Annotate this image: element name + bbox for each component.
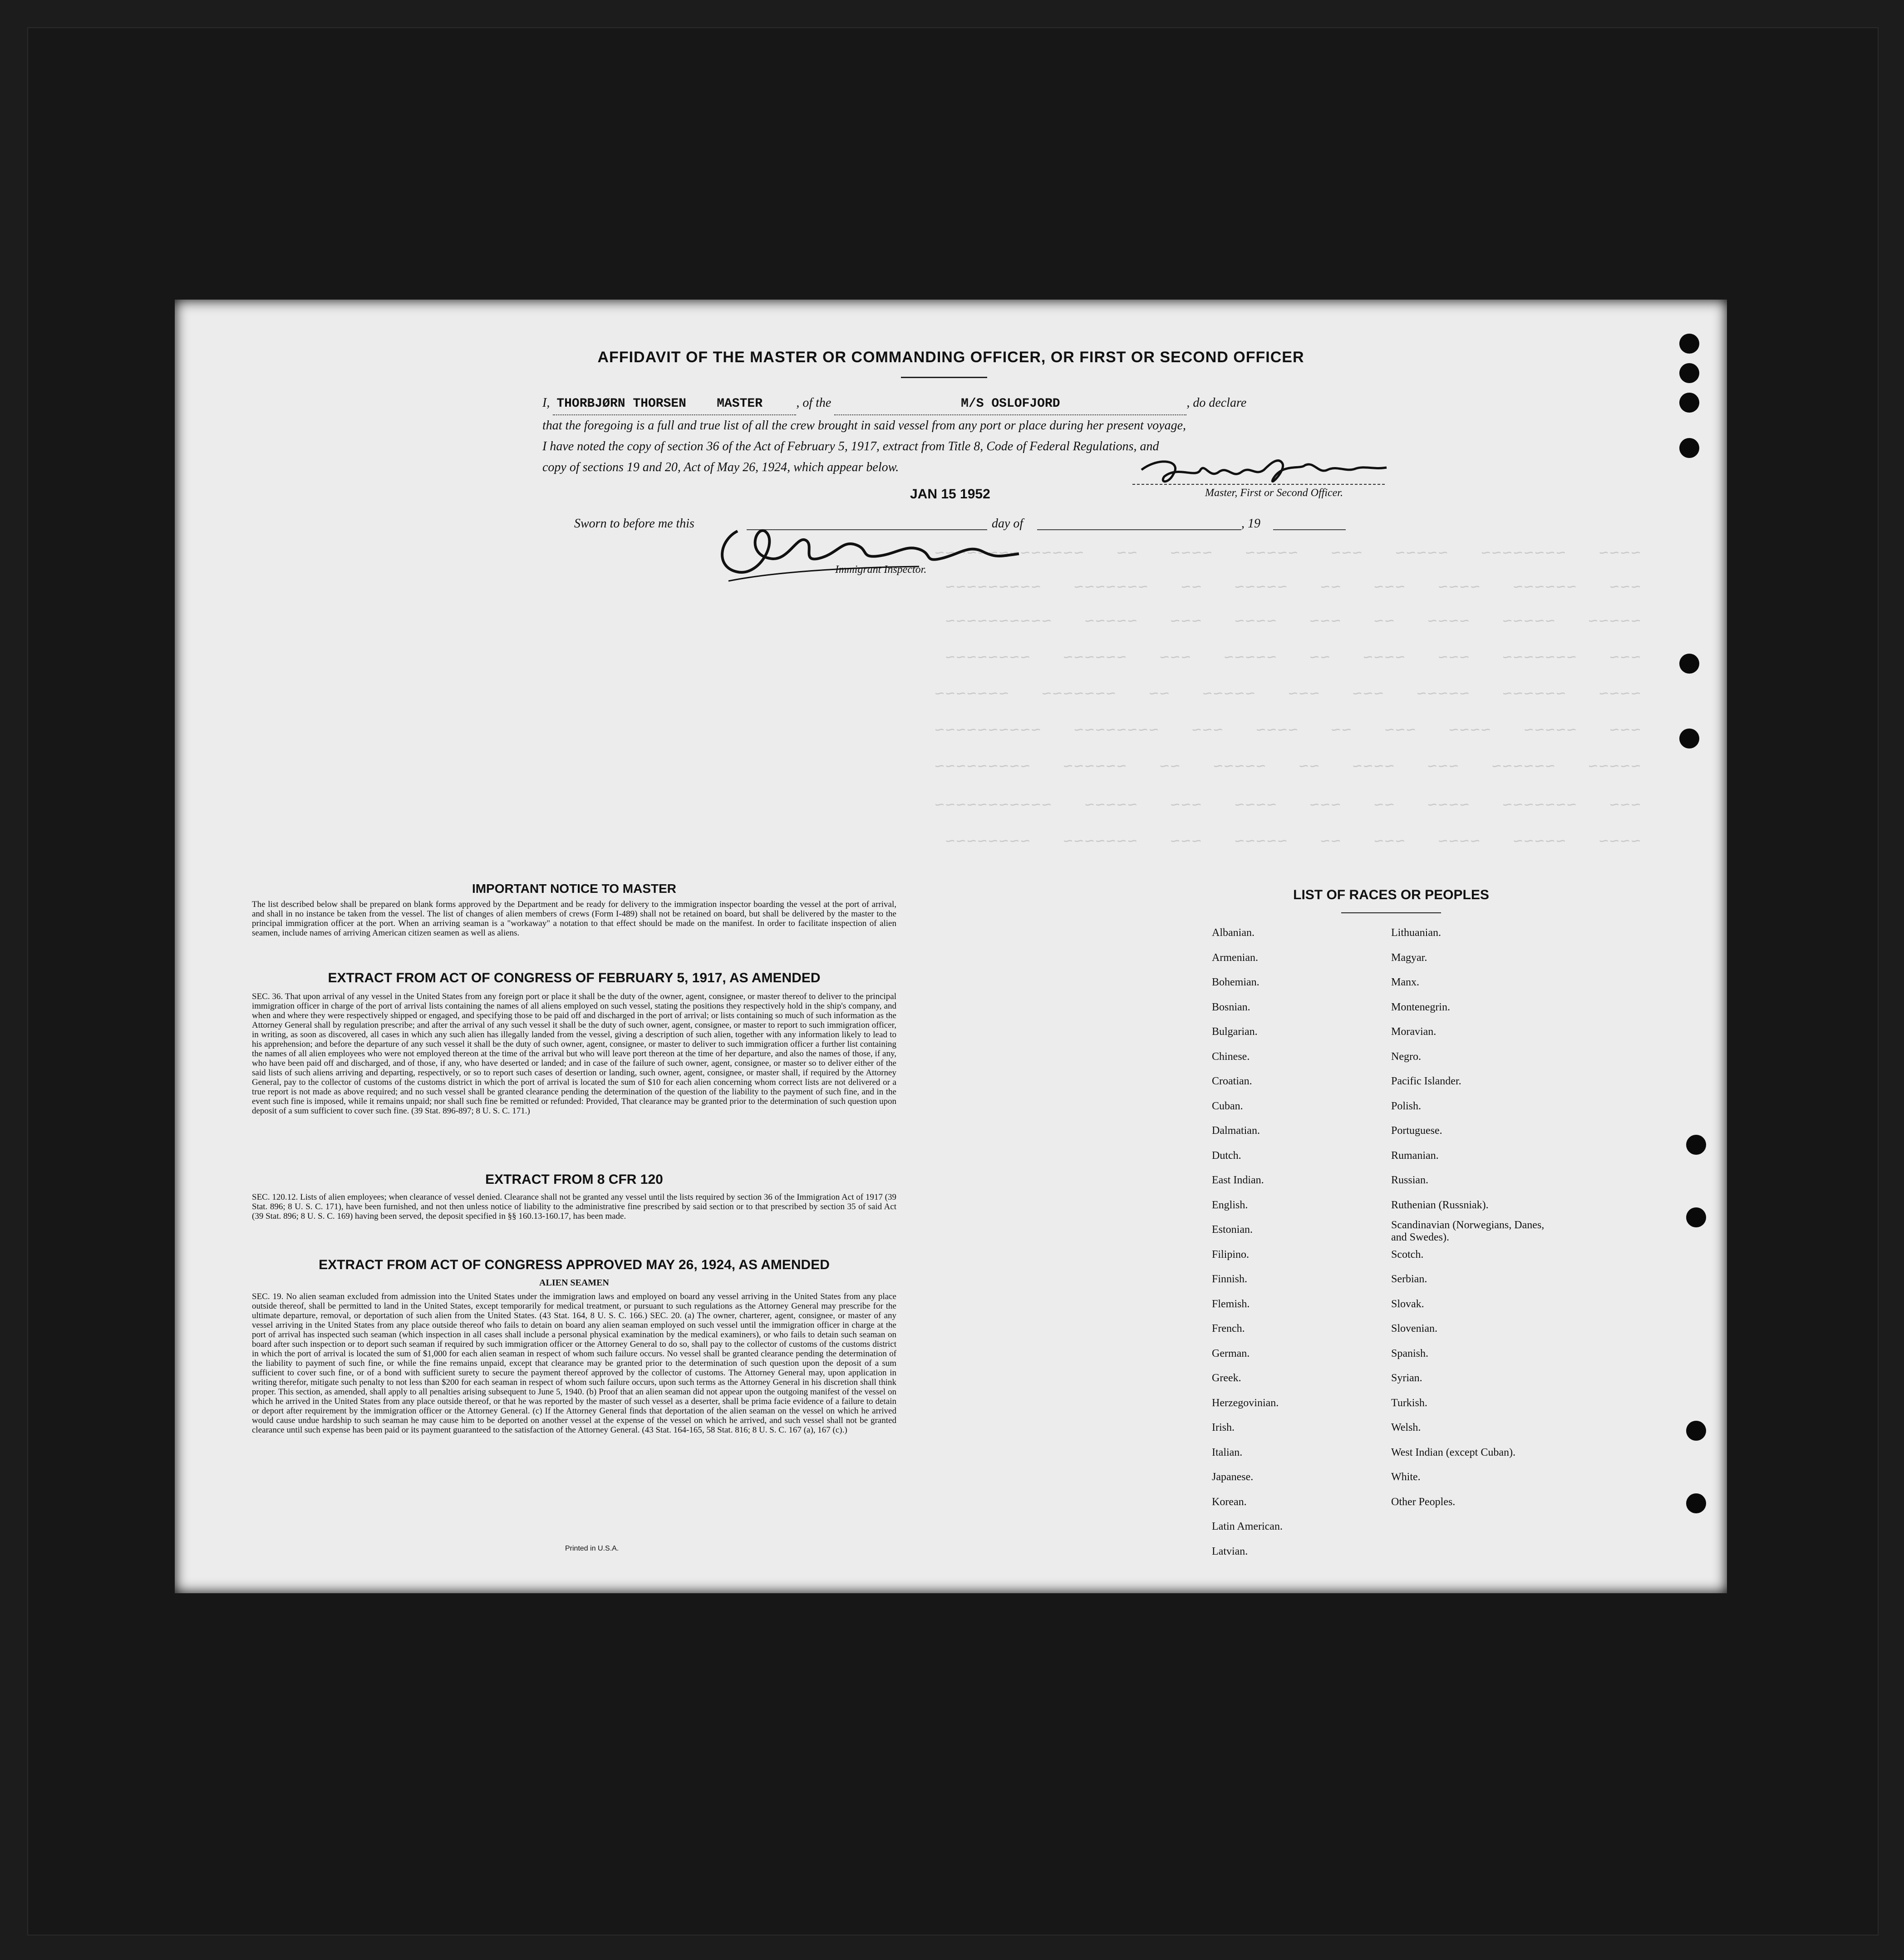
- declare-label: , do declare: [1186, 396, 1247, 410]
- bleed-row: ~~~ ~~~~~~ ~~~~ ~~~ ~~ ~~~~~ ~~ ~~~~~~~ ~~~~~~~~~: [944, 579, 1641, 597]
- bleed-row: ~~~ ~~~~~~~ ~~~~ ~~ ~~~ ~~~~ ~~~ ~~~~~ ~~~~~~~~~~~: [934, 797, 1641, 815]
- master-name-field[interactable]: [553, 394, 796, 415]
- race-item: Scandinavian (Norwegians, Danes, and Swedes).: [1391, 1219, 1545, 1243]
- inspector-signature: [710, 513, 1037, 590]
- sworn-label: Sworn to before me this: [574, 517, 694, 531]
- printed-note: Printed in U.S.A.: [565, 1545, 619, 1552]
- race-item: Cuban.: [1212, 1100, 1243, 1112]
- bleed-row: ~~~~~ ~~~~~~ ~~~ ~~~~ ~~ ~~~~~ ~~ ~~~~~~ ~~~~~~~~~: [934, 758, 1641, 777]
- race-item: Pacific Islander.: [1391, 1075, 1461, 1087]
- race-item: English.: [1212, 1199, 1248, 1211]
- race-item: Dalmatian.: [1212, 1125, 1260, 1137]
- vessel-name: M/S OSLOFJORD: [961, 397, 1060, 411]
- bleed-row: ~~~~ ~~~~~~~~ ~~~~~ ~~~ ~~~~~ ~~~~ ~~ ~~~~~~~~~~~~~~: [934, 545, 1641, 563]
- affidavit-line-1: [542, 393, 1609, 415]
- binder-hole: [1679, 729, 1699, 749]
- affidavit-line-2: that the foregoing is a full and true list of all the crew brought in said vessel from any port or place during her present voyage,: [542, 419, 1186, 433]
- race-item: West Indian (except Cuban).: [1391, 1446, 1515, 1458]
- extract-cfr-title: EXTRACT FROM 8 CFR 120: [485, 1172, 663, 1187]
- extract-1924-subtitle: ALIEN SEAMEN: [539, 1278, 609, 1288]
- race-item: Croatian.: [1212, 1075, 1252, 1087]
- race-item: Bohemian.: [1212, 976, 1259, 988]
- race-item: Italian.: [1212, 1446, 1243, 1458]
- race-item: Rumanian.: [1391, 1149, 1439, 1162]
- race-item: Lithuanian.: [1391, 927, 1441, 939]
- bleed-row: ~~~~ ~~~~~~ ~~~~~ ~~~ ~~~ ~~~~~ ~~ ~~~~~~~ ~~~~~~~: [934, 685, 1641, 704]
- binder-hole: [1686, 1135, 1706, 1155]
- binder-hole: [1686, 1493, 1706, 1513]
- of-the-label: , of the: [796, 396, 831, 410]
- document-page: [175, 300, 1727, 1593]
- race-item: Negro.: [1391, 1050, 1421, 1063]
- notice-title: IMPORTANT NOTICE TO MASTER: [472, 882, 677, 896]
- binder-hole: [1686, 1207, 1706, 1227]
- race-item: Other Peoples.: [1391, 1496, 1456, 1508]
- race-item: Bosnian.: [1212, 1001, 1250, 1013]
- race-item: Slovenian.: [1391, 1323, 1437, 1335]
- races-rule: [1341, 912, 1441, 913]
- race-item: Syrian.: [1391, 1372, 1422, 1384]
- race-item: Turkish.: [1391, 1397, 1427, 1409]
- sworn-year-line[interactable]: [1273, 529, 1346, 530]
- race-item: Albanian.: [1212, 927, 1255, 939]
- date-stamp: JAN 15 1952: [910, 487, 990, 502]
- extract-1924-title: EXTRACT FROM ACT OF CONGRESS APPROVED MAY 26, 1924, AS AMENDED: [319, 1257, 830, 1272]
- officer-caption: Master, First or Second Officer.: [1205, 487, 1343, 499]
- race-item: Latin American.: [1212, 1521, 1283, 1532]
- extract-cfr-body: SEC. 120.12. Lists of alien employees; when clearance of vessel denied. Clearance shall not be granted any vessel until the lists required by section 36 of the Immigration Act of 1917 (39 Stat. 896; 8 U. S. C. 171), have been furnished, and not then unless notice of liability to the administrative fine prescribed by said section or to that prescribed by section 35 of said Act (39 Stat. 896; 8 U. S. C. 169) having been served, the deposit specified in §§ 160.13-160.17, has been made.: [252, 1192, 896, 1221]
- race-item: Bulgarian.: [1212, 1026, 1258, 1038]
- race-item: Russian.: [1391, 1174, 1429, 1186]
- races-right-column: [1391, 921, 1555, 1514]
- sworn-month-line[interactable]: [1037, 529, 1241, 530]
- master-name: THORBJØRN THORSEN: [556, 397, 686, 411]
- race-item: Scotch.: [1391, 1248, 1424, 1261]
- inspector-caption: Immigrant Inspector.: [835, 564, 927, 576]
- binder-hole: [1679, 334, 1699, 354]
- race-item: Serbian.: [1391, 1273, 1427, 1285]
- bleed-row: ~~~~~ ~~~~~ ~~~~ ~~ ~~~ ~~~~ ~~~ ~~~~~ ~~~~~~~~~~: [944, 613, 1641, 631]
- year-label: , 19: [1241, 517, 1260, 531]
- bleed-row: ~~~ ~~~~~ ~~~~ ~~~ ~~ ~~~~ ~~~ ~~~~~~~~ ~~~~~~~~~~: [934, 722, 1641, 740]
- binder-hole: [1679, 438, 1699, 458]
- race-item: Magyar.: [1391, 951, 1427, 964]
- race-item: Slovak.: [1391, 1298, 1424, 1310]
- affidavit-prefix: I,: [542, 396, 550, 410]
- vessel-field[interactable]: [834, 394, 1186, 415]
- race-item: French.: [1212, 1323, 1245, 1335]
- race-item: Ruthenian (Russniak).: [1391, 1199, 1489, 1211]
- races-title: LIST OF RACES OR PEOPLES: [1293, 887, 1489, 902]
- bleed-row: ~~~~ ~~~~~ ~~~~ ~~~ ~~ ~~~~~ ~~~ ~~~~~~~ ~~~~~~~~: [944, 833, 1641, 852]
- race-item: Filipino.: [1212, 1248, 1250, 1261]
- race-item: Estonian.: [1212, 1224, 1253, 1236]
- title-rule: [901, 377, 987, 378]
- master-rank: MASTER: [717, 397, 763, 411]
- race-item: Greek.: [1212, 1372, 1241, 1384]
- race-item: Korean.: [1212, 1496, 1247, 1508]
- binder-hole: [1679, 654, 1699, 674]
- race-item: Herzegovinian.: [1212, 1397, 1279, 1409]
- race-item: Latvian.: [1212, 1545, 1248, 1557]
- race-item: Manx.: [1391, 976, 1419, 988]
- extract-1917-body: SEC. 36. That upon arrival of any vessel in the United States from any foreign port or place it shall be the duty of the owner, agent, consignee, or master thereof to deliver to the principal immigration officer in charge of the port of arrival lists containing the names of all aliens employed on such vessel, stating the positions they respectively hold in the ship's company, and when and where they were respectively shipped or engaged, and specifying those to be paid off and discharged in the port of arrival; or lists containing so much of such information as the Attorney General shall by regulation prescribe; and after the arrival of any such vessel it shall be the duty of such owner, agent, consignee, or master to report to such immigration officer, in writing, as soon as discovered, all cases in which any such alien has illegally landed from the vessel, giving a description of such alien, together with any information likely to lead to his apprehension; and before the departure of any such vessel it shall be the duty of such owner, agent, consignee, or master to deliver to such immigration officer a further list containing the names of all alien employees who were not employed thereon at the time of the arrival but who will leave port thereon at the time of her departure, and also the names of those, if any, who have been paid off and discharged, and of those, if any, who have deserted or landed; and in case of the failure of such owner, agent, consignee, or master so to deliver either of the said lists of such aliens arriving and departing, respectively, or so to report such cases of desertion or landing, such owner, agent, consignee, or master shall, if required by the Attorney General, pay to the collector of customs of the customs district in which the port of arrival is located the sum of $10 for each alien concerning whom correct lists are not delivered or a true report is not made as above required; and no such vessel shall be granted clearance pending the determination of the question of the liability to the payment of such fine, and in the event such fine is imposed, while it remains unpaid; nor shall such fine be remitted or refunded: Provided, That clearance may be granted prior to the determination of such question upon deposit of a sum sufficient to cover such fine. (39 Stat. 896-897; 8 U. S. C. 171.): [252, 992, 896, 1116]
- race-item: Finnish.: [1212, 1273, 1248, 1285]
- races-left-column: [1212, 921, 1283, 1564]
- race-item: Polish.: [1391, 1100, 1422, 1112]
- binder-hole: [1679, 393, 1699, 413]
- notice-body: The list described below shall be prepared on blank forms approved by the Department and be ready for delivery to the immigration inspector boarding the vessel at the port of arrival, and shall in no instance be taken from the vessel. The list of changes of alien members of crews (Form I-489) shall not be retained on board, but shall be delivered by the master to the principal immigration officer at the port. When an arriving seaman is a "workaway" a notation to that effect should be made on the manifest. In order to facilitate inspection of alien seamen, include names of arriving American citizen seamen as well as aliens.: [252, 900, 896, 938]
- race-item: Dutch.: [1212, 1149, 1241, 1162]
- race-item: German.: [1212, 1347, 1250, 1359]
- race-item: East Indian.: [1212, 1174, 1264, 1186]
- affidavit-line-4: copy of sections 19 and 20, Act of May 26, 1924, which appear below.: [542, 460, 899, 474]
- race-item: Spanish.: [1391, 1347, 1429, 1359]
- bleed-row: ~~~ ~~~~~~~ ~~~ ~~~~ ~~ ~~~~~ ~~~ ~~~~~~ ~~~~~~~~: [944, 649, 1641, 668]
- binder-hole: [1686, 1421, 1706, 1441]
- race-item: Flemish.: [1212, 1298, 1250, 1310]
- race-item: Portuguese.: [1391, 1125, 1442, 1137]
- affidavit-line-3: I have noted the copy of section 36 of the Act of February 5, 1917, extract from Title 8, Code of Federal Regulations, and: [542, 439, 1159, 453]
- race-item: White.: [1391, 1471, 1421, 1483]
- race-item: Armenian.: [1212, 951, 1258, 964]
- race-item: Montenegrin.: [1391, 1001, 1450, 1013]
- race-item: Moravian.: [1391, 1026, 1437, 1038]
- extract-1917-title: EXTRACT FROM ACT OF CONGRESS OF FEBRUARY 5, 1917, AS AMENDED: [328, 970, 821, 985]
- extract-1924-body: SEC. 19. No alien seaman excluded from admission into the United States under the immigration laws and employed on board any vessel arriving in the United States from any place outside thereof, shall be permitted to land in the United States, except temporarily for medical treatment, or pursuant to such regulations as the Attorney General may prescribe for the ultimate departure, removal, or deportation of such alien from the United States. (43 Stat. 164, 8 U. S. C. 166.) SEC. 20. (a) The owner, charterer, agent, consignee, or master of any vessel arriving in the United States from any place outside thereof who fails to detain on board any alien seaman employed on such vessel until the immigration officer in charge at the port of arrival has inspected such seaman (which inspection in all cases shall include a personal physical examination by the medical examiners), or who fails to detain such seaman on board after such inspection or to deport such seaman if required by such immigration officer or the Attorney General to do so, shall pay to the collector of customs of the customs district in which the port of arrival is located the sum of $1,000 for each alien seaman in respect of whom such failure occurs. No vessel shall be granted clearance pending the determination of the liability to payment of such fine, or while the fine remains unpaid, except that clearance may be granted prior to the determination of such question upon the deposit of a sum sufficient to cover such fine, or of a bond with sufficient surety to secure the payment thereof approved by the collector of customs. The Attorney General may, upon application in writing therefor, mitigate such penalty to not less than $200 for each seaman in respect of whom such failure occurs, upon such terms as the Attorney General in his discretion shall think proper. This section, as amended, shall apply to all penalties arising subsequent to June 5, 1940. (b) Proof that an alien seaman did not appear upon the outgoing manifest of the vessel on which he arrived in the United States from any place outside thereof, or that he was reported by the master of such vessel as a deserter, shall be prima facie evidence of a failure to detain or deport after requirement by the immigration officer or the Attorney General. (c) If the Attorney General finds that deportation of the alien seaman on the vessel on which he arrived would cause undue hardship to such seaman he may cause him to be deported on another vessel at the expense of the vessel on which he arrived, and such vessel shall not be granted clearance until such expense has been paid or its payment guaranteed to the satisfaction of the Attorney General. (43 Stat. 164-165, 58 Stat. 816; 8 U. S. C. 167 (a), 167 (c).): [252, 1292, 896, 1435]
- day-of-label: day of: [992, 517, 1023, 531]
- race-item: Japanese.: [1212, 1471, 1254, 1483]
- race-item: Welsh.: [1391, 1422, 1421, 1433]
- race-item: Irish.: [1212, 1422, 1235, 1433]
- affidavit-title: AFFIDAVIT OF THE MASTER OR COMMANDING OFFICER, OR FIRST OR SECOND OFFICER: [597, 349, 1304, 366]
- affidavit-body: [542, 393, 1609, 478]
- race-item: Chinese.: [1212, 1050, 1250, 1063]
- binder-hole: [1679, 363, 1699, 383]
